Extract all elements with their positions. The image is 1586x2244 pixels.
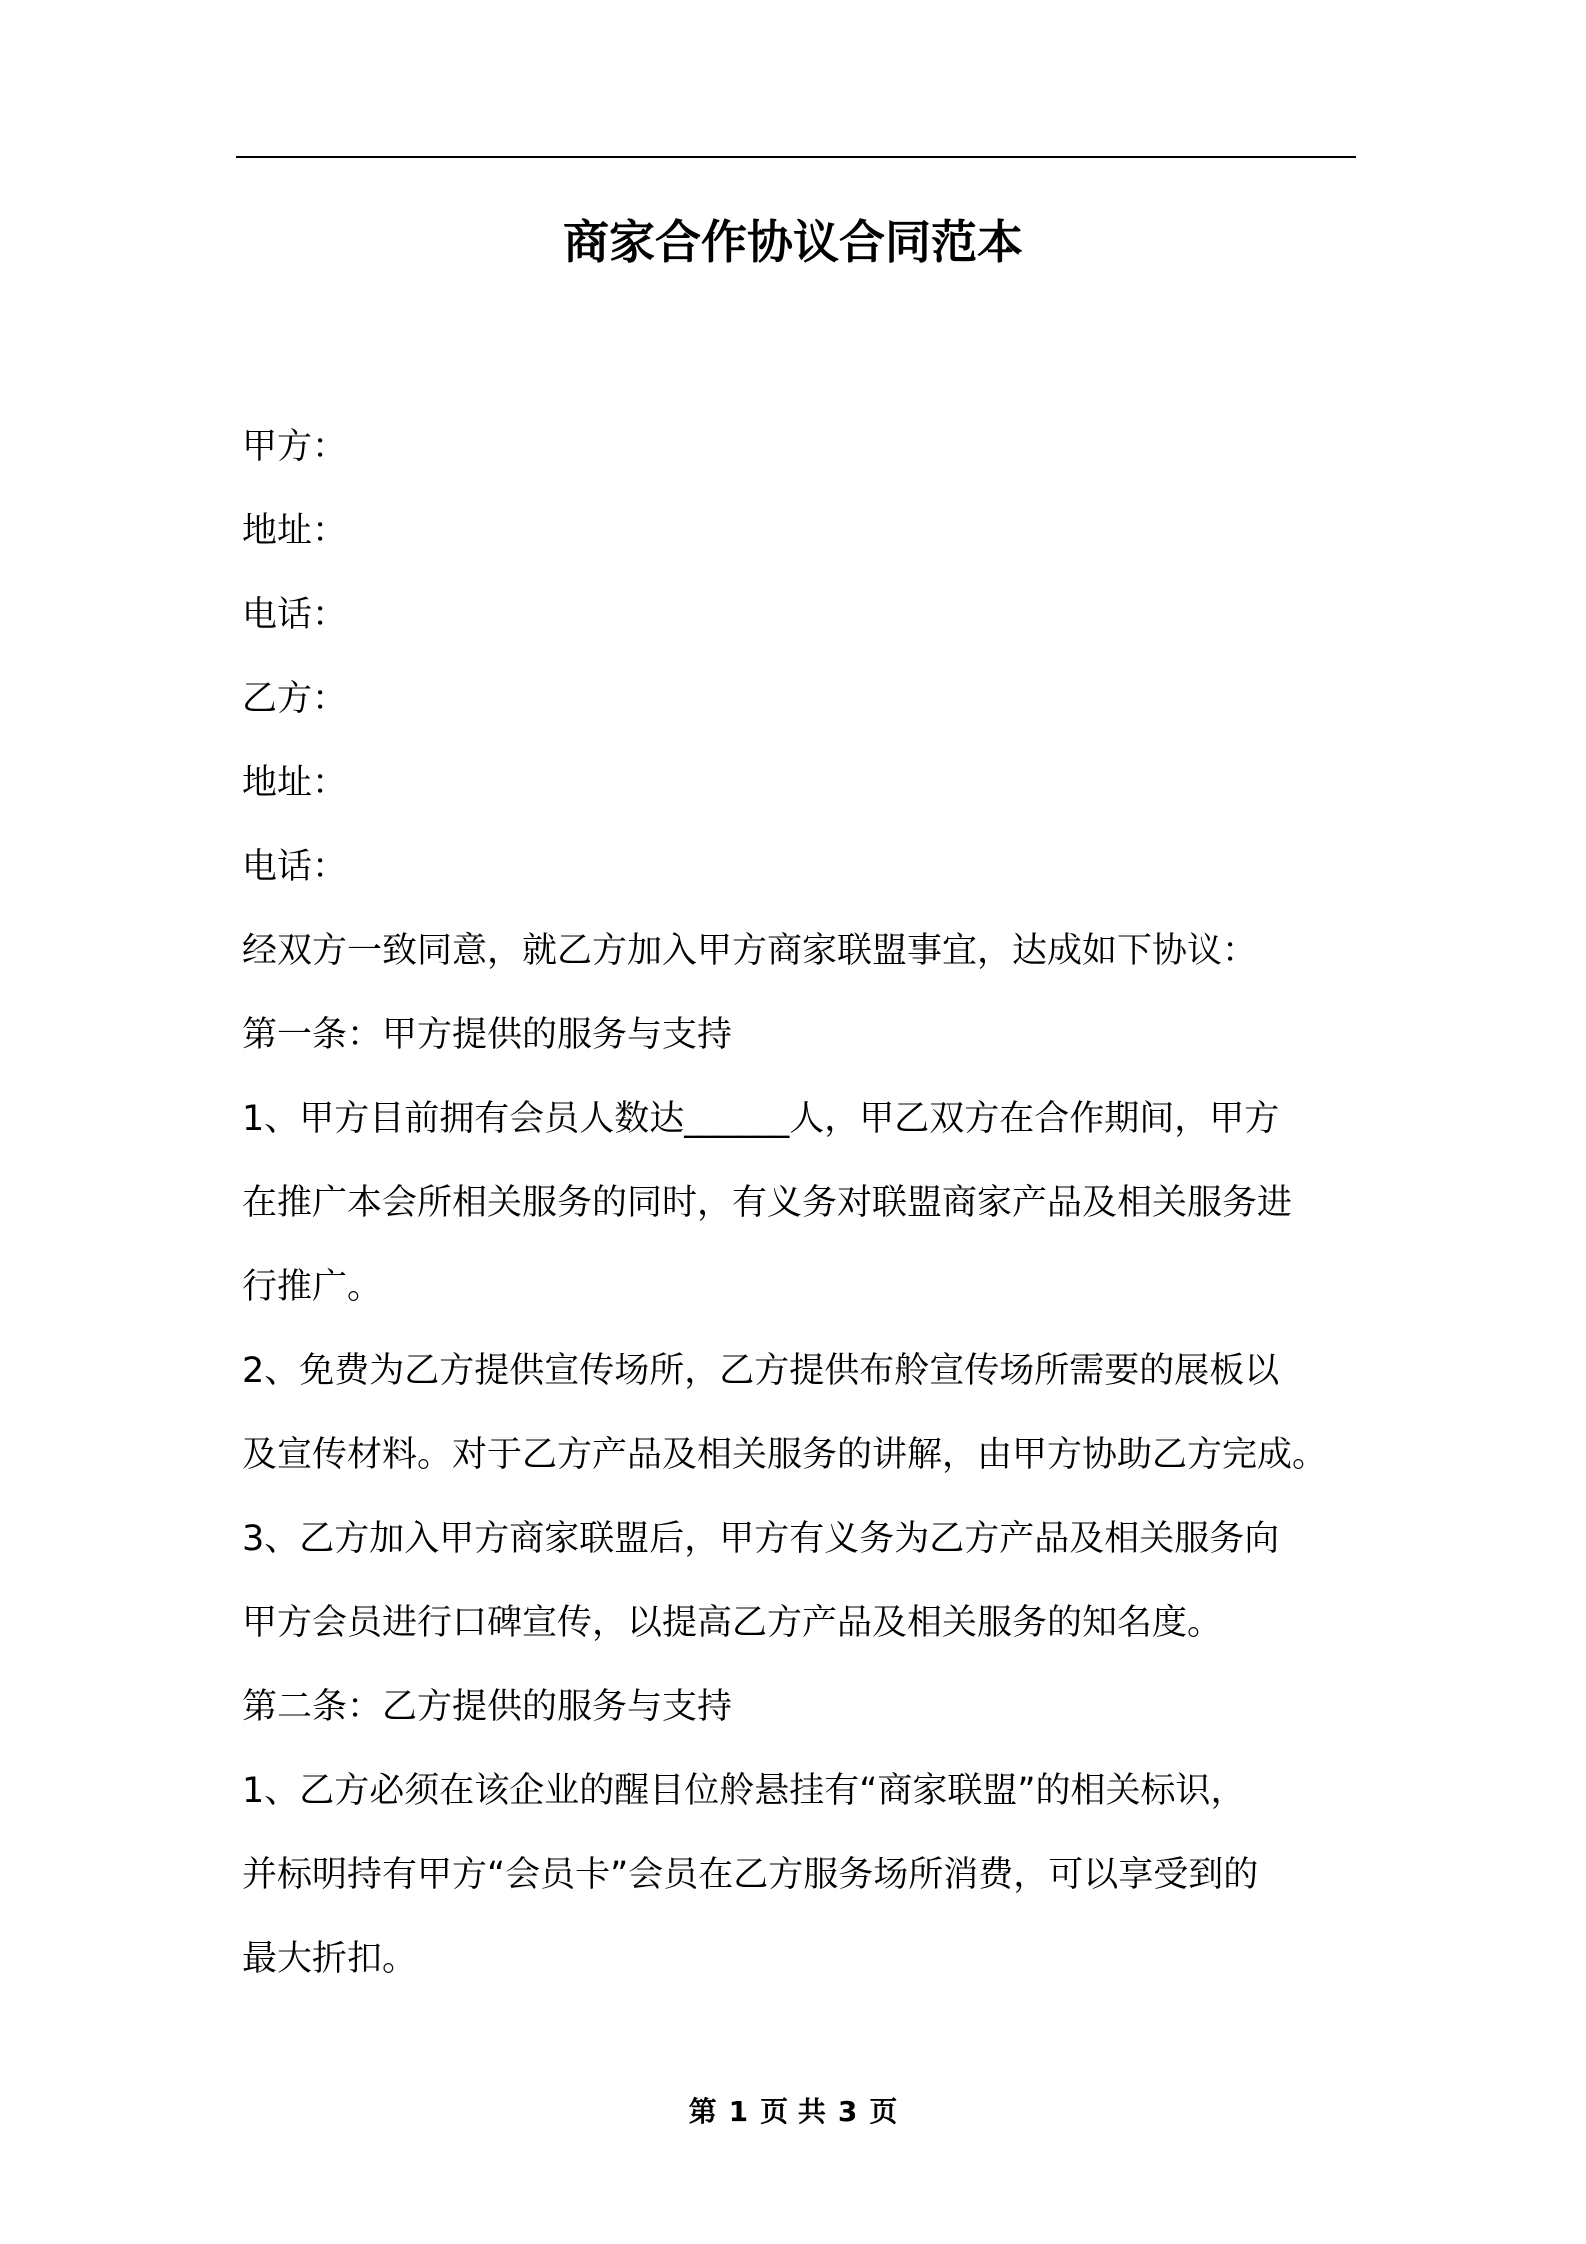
- footer-prefix: 第: [688, 2095, 717, 2128]
- header-rule: [236, 156, 1356, 158]
- footer-total-pages: 3: [837, 2095, 858, 2128]
- footer-middle: 页 共: [760, 2095, 826, 2128]
- agreement-preamble: 经双方一致同意，就乙方加入甲方商家联盟事宜，达成如下协议：: [242, 931, 1258, 971]
- article-1-clause-3-line-2: 甲方会员进行口碑宣传，以提高乙方产品及相关服务的知名度。: [242, 1603, 1223, 1643]
- document-title: 商家合作协议合同范本: [563, 215, 1023, 269]
- party-a-address-label: 地址：: [242, 511, 348, 551]
- article-2-clause-1-line-2: 并标明持有甲方“会员卡”会员在乙方服务场所消费，可以享受到的: [242, 1855, 1259, 1895]
- party-b-label: 乙方：: [242, 679, 348, 719]
- party-a-label: 甲方：: [242, 427, 348, 467]
- party-b-address-label: 地址：: [242, 763, 348, 803]
- page-footer: [0, 2092, 1586, 2132]
- party-a-phone-label: 电话：: [242, 595, 348, 635]
- article-1-clause-2-line-2: 及宣传材料。对于乙方产品及相关服务的讲解，由甲方协助乙方完成。: [242, 1435, 1328, 1475]
- article-1-heading: 第一条：甲方提供的服务与支持: [242, 1015, 733, 1055]
- article-2-clause-1-line-3: 最大折扣。: [242, 1939, 418, 1979]
- article-2-clause-1-line-1: 1、乙方必须在该企业的醒目位舲悬挂有“商家联盟”的相关标识，: [242, 1771, 1246, 1811]
- article-1-clause-1-line-1: 1、甲方目前拥有会员人数达______人，甲乙双方在合作期间，甲方: [242, 1099, 1280, 1139]
- party-b-phone-label: 电话：: [242, 847, 348, 887]
- article-2-heading: 第二条：乙方提供的服务与支持: [242, 1687, 733, 1727]
- footer-suffix: 页: [869, 2095, 898, 2128]
- footer-current-page: 1: [728, 2095, 749, 2128]
- article-1-clause-3-line-1: 3、乙方加入甲方商家联盟后，甲方有义务为乙方产品及相关服务向: [242, 1519, 1280, 1559]
- article-1-clause-2-line-1: 2、免费为乙方提供宣传场所，乙方提供布舲宣传场所需要的展板以: [242, 1351, 1280, 1391]
- article-1-clause-1-line-2: 在推广本会所相关服务的同时，有义务对联盟商家产品及相关服务进: [242, 1183, 1293, 1223]
- article-1-clause-1-line-3: 行推广。: [242, 1267, 383, 1307]
- document-body: [242, 405, 1356, 2001]
